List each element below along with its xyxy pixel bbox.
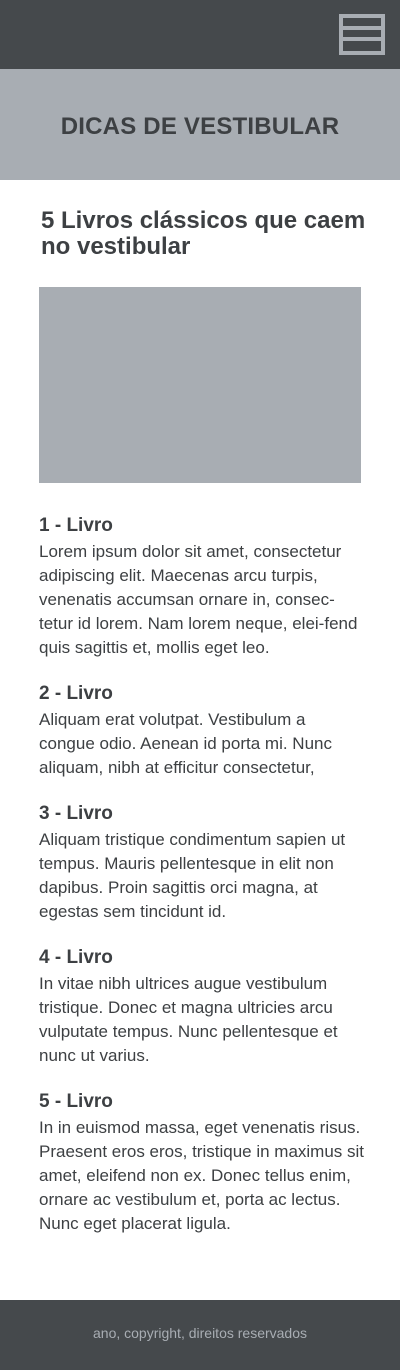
book-title: 2 - Livro [39, 683, 113, 704]
footer [0, 1300, 400, 1370]
book-section-1 [39, 515, 364, 660]
book-title: 3 - Livro [39, 803, 113, 824]
book-section-5 [39, 1091, 364, 1236]
book-description: Aliquam tristique condimentum sapien ut tempus. Mauris pellentesque in elit non dapibus. Proin sagittis orci magna, at egestas sem tincidunt id. [39, 830, 346, 921]
top-bar [0, 0, 400, 69]
article-image-placeholder [39, 287, 361, 483]
hamburger-menu-icon[interactable] [339, 14, 385, 55]
book-section-4 [39, 947, 364, 1068]
book-title: 5 - Livro [39, 1091, 113, 1112]
hero-banner [0, 69, 400, 180]
site-title: DICAS DE VESTIBULAR [60, 113, 340, 140]
book-description: Lorem ipsum dolor sit amet, consectetur adipiscing elit. Maecenas arcu turpis, venenatis accumsan ornare in, consec-tetur id lorem. Nam lorem neque, elei-fend quis sagittis et, mollis eget leo. [39, 542, 358, 657]
book-title: 1 - Livro [39, 515, 113, 536]
book-description: In in euismod massa, eget venenatis risus. Praesent eros eros, tristique in maximus sit amet, eleifend non ex. Donec tellus enim, ornare ac vestibulum et, porta ac lectus. Nunc eget placerat ligula. [39, 1118, 365, 1233]
article-title: 5 Livros clássicos que caem no vestibular [41, 207, 366, 260]
book-title: 4 - Livro [39, 947, 113, 968]
book-description: In vitae nibh ultrices augue vestibulum tristique. Donec et magna ultricies arcu vulputate tempus. Nunc pellentesque et nunc ut varius. [39, 974, 338, 1065]
footer-copyright: ano, copyright, direitos reservados [93, 1325, 307, 1341]
book-section-2 [39, 683, 364, 780]
menu-bar-top [343, 26, 381, 30]
book-description: Aliquam erat volutpat. Vestibulum a congue odio. Aenean id porta mi. Nunc aliquam, nibh at efficitur consectetur, [39, 710, 332, 777]
menu-bar-bottom [343, 37, 381, 41]
book-section-3 [39, 803, 364, 924]
